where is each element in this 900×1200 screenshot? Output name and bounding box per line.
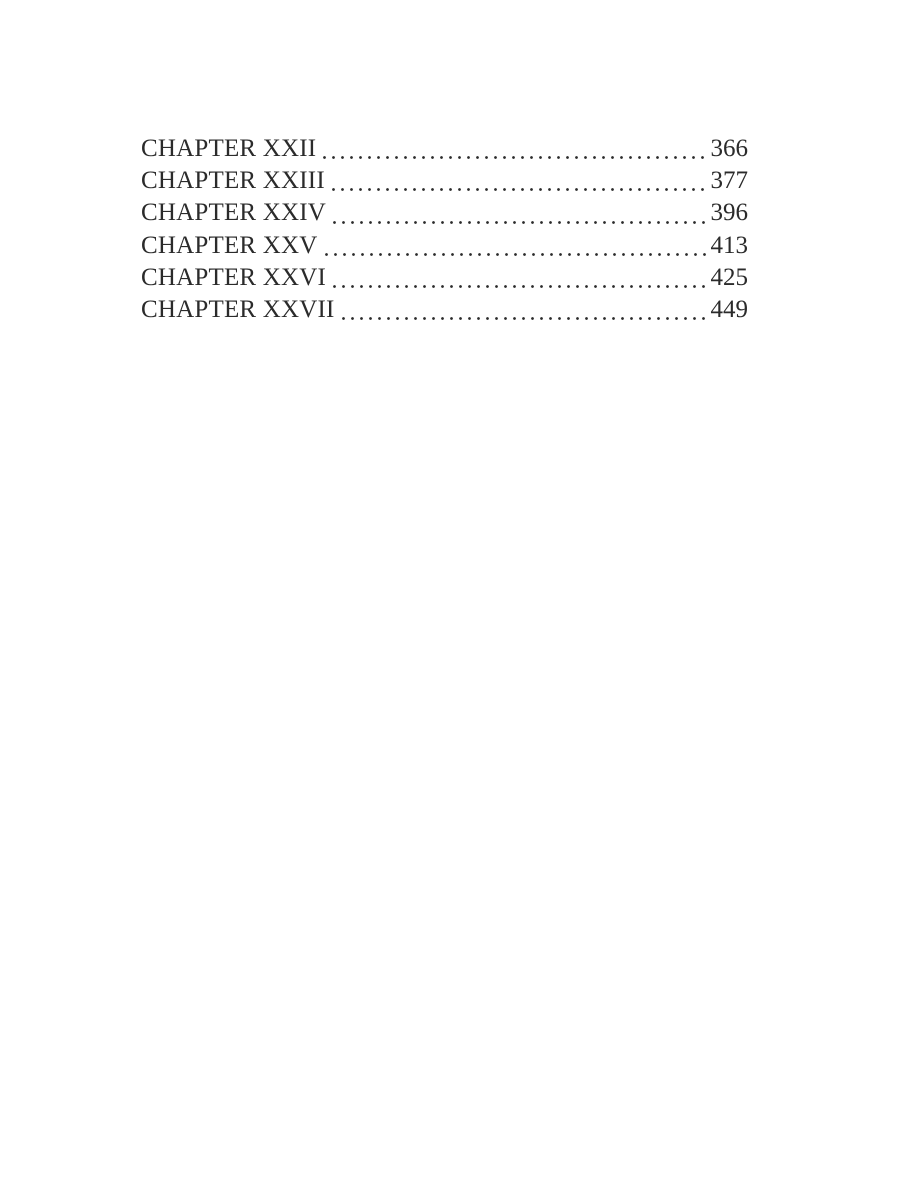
chapter-label: CHAPTER XXII	[141, 135, 317, 162]
toc-entry	[141, 197, 748, 229]
toc-entry	[141, 133, 748, 165]
chapter-label: CHAPTER XXVI	[141, 263, 327, 291]
toc-entry	[141, 230, 748, 262]
chapter-label: CHAPTER XXVII	[141, 295, 335, 323]
page-number: 413	[710, 231, 748, 259]
chapter-label: CHAPTER XXIV	[141, 199, 327, 227]
page-number: 425	[710, 263, 748, 291]
toc-entry	[141, 262, 748, 294]
dot-leader	[333, 221, 708, 224]
toc-entry	[141, 294, 748, 326]
table-of-contents	[141, 133, 748, 326]
dot-leader	[333, 285, 708, 288]
chapter-label: CHAPTER XXV	[141, 231, 318, 259]
toc-entry	[141, 165, 748, 197]
page-number: 366	[710, 135, 748, 162]
dot-leader	[342, 317, 709, 320]
page-number: 377	[710, 167, 748, 195]
dot-leader	[332, 188, 709, 191]
chapter-label: CHAPTER XXIII	[141, 167, 325, 195]
dot-leader	[323, 156, 708, 159]
page-number: 449	[710, 295, 748, 323]
dot-leader	[325, 253, 709, 256]
page-number: 396	[710, 199, 748, 227]
